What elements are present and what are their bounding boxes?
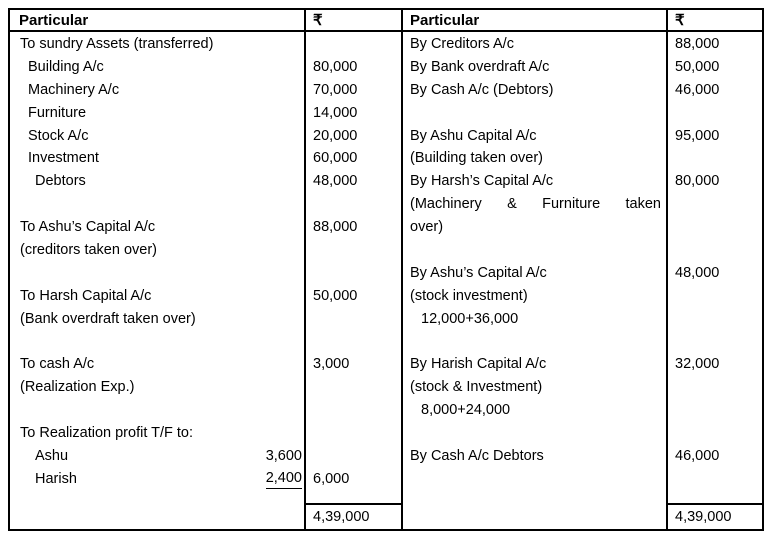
credit-particular-line bbox=[403, 102, 666, 125]
credit-particular-line: By Ashu’s Capital A/c bbox=[410, 264, 547, 281]
credit-particular-line: (stock & Investment) bbox=[410, 379, 543, 396]
debit-amount-line bbox=[306, 445, 401, 468]
credit-amount-line bbox=[668, 331, 762, 354]
debit-particular-line: (creditors taken over) bbox=[20, 242, 157, 259]
credit-amount-line bbox=[668, 193, 762, 216]
debit-particular-line: (Bank overdraft taken over) bbox=[20, 310, 196, 327]
debit-particulars-column bbox=[10, 10, 304, 529]
credit-amount-line bbox=[668, 308, 762, 331]
debit-particular-line bbox=[10, 331, 304, 354]
debit-total-value: 4,39,000 bbox=[306, 503, 401, 529]
debit-particular-header: Particular bbox=[10, 10, 304, 32]
credit-amount-line bbox=[668, 239, 762, 262]
credit-amount-line: 46,000 bbox=[675, 81, 720, 98]
credit-amount-line bbox=[668, 399, 762, 422]
credit-amount-line bbox=[668, 376, 762, 399]
credit-particular-line: By Cash A/c (Debtors) bbox=[410, 81, 554, 98]
credit-amounts-body bbox=[668, 32, 762, 503]
debit-amount-line: 50,000 bbox=[313, 287, 358, 304]
credit-amount-line: 48,000 bbox=[675, 264, 720, 281]
realization-account-table bbox=[8, 8, 764, 531]
credit-amount-line: 80,000 bbox=[675, 173, 720, 190]
debit-total-spacer bbox=[10, 503, 304, 529]
debit-amounts-body bbox=[306, 32, 401, 503]
credit-amount-line bbox=[668, 468, 762, 491]
credit-amount-line bbox=[668, 285, 762, 308]
credit-amount-line bbox=[668, 147, 762, 170]
credit-amount-line: 95,000 bbox=[675, 127, 720, 144]
debit-particular-line-inline-amount: 3,600 bbox=[265, 448, 302, 465]
debit-amount-line: 48,000 bbox=[313, 173, 358, 190]
credit-particular-line: By Bank overdraft A/c bbox=[410, 58, 550, 75]
credit-particular-line: By Harish Capital A/c bbox=[410, 356, 547, 373]
debit-amount-line bbox=[306, 376, 401, 399]
debit-particular-line: To cash A/c bbox=[20, 356, 95, 373]
debit-amount-line bbox=[306, 491, 401, 503]
debit-particular-line: To sundry Assets (transferred) bbox=[20, 36, 214, 52]
credit-particular-line: (Machinery & Furniture taken bbox=[410, 196, 661, 213]
debit-particular-line: Building A/c bbox=[28, 58, 104, 75]
credit-amount-line bbox=[668, 491, 762, 503]
debit-amount-line: 3,000 bbox=[313, 356, 350, 373]
debit-particular-line bbox=[10, 262, 304, 285]
debit-amount-line: 80,000 bbox=[313, 58, 358, 75]
credit-amount-column bbox=[666, 10, 762, 529]
credit-amount-line: 32,000 bbox=[675, 356, 720, 373]
debit-particular-line bbox=[10, 399, 304, 422]
debit-particular-line: Debtors bbox=[35, 173, 86, 190]
credit-amount-line bbox=[668, 216, 762, 239]
credit-particular-line: By Creditors A/c bbox=[410, 36, 514, 52]
debit-particular-line: Stock A/c bbox=[28, 127, 89, 144]
credit-amount-line: 88,000 bbox=[675, 36, 720, 52]
debit-particular-line bbox=[10, 445, 304, 468]
debit-amount-line bbox=[306, 308, 401, 331]
credit-amount-header: ₹ bbox=[668, 10, 762, 32]
credit-particular-line bbox=[403, 468, 666, 491]
credit-amount-line bbox=[668, 102, 762, 125]
credit-particulars-body bbox=[403, 32, 666, 503]
debit-particular-line bbox=[10, 193, 304, 216]
debit-amount-line: 20,000 bbox=[313, 127, 358, 144]
debit-amount-line: 88,000 bbox=[313, 219, 358, 236]
credit-particular-line: By Harsh’s Capital A/c bbox=[410, 173, 554, 190]
debit-amount-line bbox=[306, 33, 401, 56]
debit-particulars-body bbox=[10, 32, 304, 503]
debit-amount-line bbox=[306, 239, 401, 262]
credit-particular-line: By Cash A/c Debtors bbox=[410, 448, 544, 465]
credit-particular-line: over) bbox=[410, 219, 444, 236]
debit-amount-column bbox=[304, 10, 401, 529]
debit-particular-line-label: Harish bbox=[35, 470, 77, 487]
credit-particular-line: 12,000+36,000 bbox=[421, 310, 519, 327]
debit-amount-line: 6,000 bbox=[313, 470, 350, 487]
debit-particular-line bbox=[10, 491, 304, 503]
debit-particular-line: Furniture bbox=[28, 104, 87, 121]
credit-particular-line bbox=[403, 422, 666, 445]
debit-amount-line bbox=[306, 399, 401, 422]
debit-amount-line: 60,000 bbox=[313, 150, 358, 167]
debit-amount-line bbox=[306, 331, 401, 354]
debit-particular-line: To Realization profit T/F to: bbox=[20, 425, 194, 442]
credit-particular-line bbox=[403, 331, 666, 354]
debit-amount-line bbox=[306, 262, 401, 285]
debit-particular-line: (Realization Exp.) bbox=[20, 379, 135, 396]
credit-particulars-column bbox=[401, 10, 666, 529]
credit-amount-line: 50,000 bbox=[675, 58, 720, 75]
credit-particular-line: By Ashu Capital A/c bbox=[410, 127, 537, 144]
debit-particular-line bbox=[10, 468, 304, 491]
credit-particular-line bbox=[403, 239, 666, 262]
credit-particular-line: (stock investment) bbox=[410, 287, 528, 304]
credit-particular-line: (Building taken over) bbox=[410, 150, 543, 167]
credit-total-value: 4,39,000 bbox=[668, 503, 762, 529]
debit-particular-line-inline-amount: 2,400 bbox=[266, 469, 302, 489]
debit-amount-line: 14,000 bbox=[313, 104, 358, 121]
credit-particular-header: Particular bbox=[403, 10, 666, 32]
debit-particular-line: Investment bbox=[28, 150, 99, 167]
debit-particular-line: Machinery A/c bbox=[28, 81, 120, 98]
debit-amount-line bbox=[306, 422, 401, 445]
debit-particular-line-label: Ashu bbox=[35, 448, 69, 465]
credit-amount-line: 46,000 bbox=[675, 448, 720, 465]
debit-amount-header: ₹ bbox=[306, 10, 401, 32]
debit-amount-line bbox=[306, 193, 401, 216]
debit-amount-line: 70,000 bbox=[313, 81, 358, 98]
credit-amount-line bbox=[668, 422, 762, 445]
credit-particular-line: 8,000+24,000 bbox=[421, 402, 511, 419]
credit-particular-line bbox=[403, 491, 666, 503]
credit-total-spacer bbox=[403, 503, 666, 529]
debit-particular-line: To Harsh Capital A/c bbox=[20, 287, 152, 304]
debit-particular-line: To Ashu’s Capital A/c bbox=[20, 219, 156, 236]
